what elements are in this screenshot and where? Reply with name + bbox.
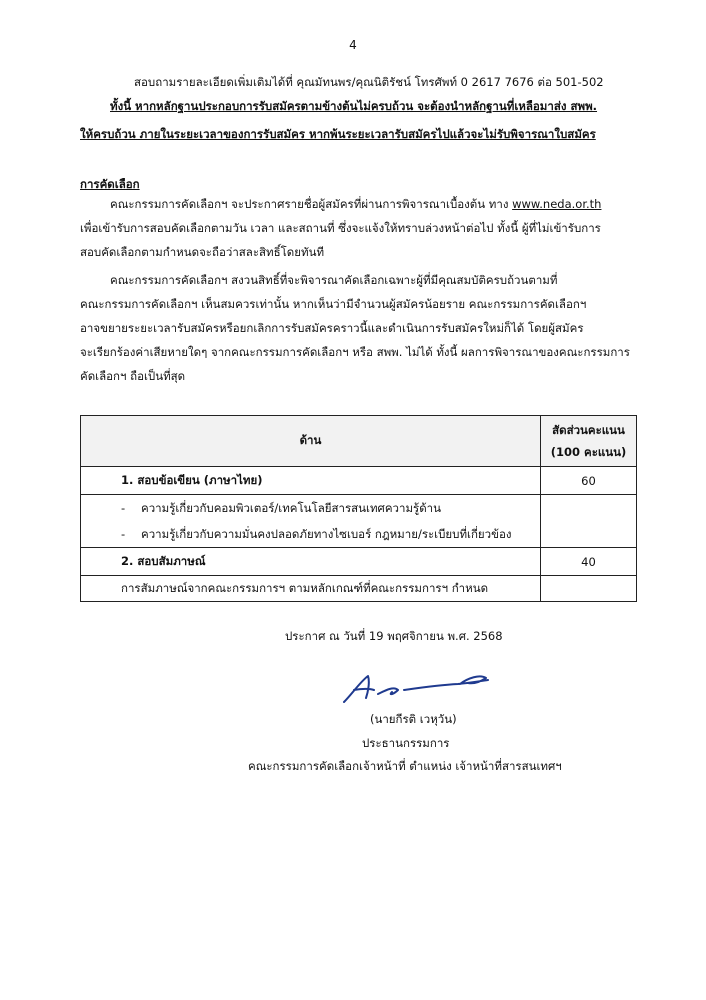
header-score-line-1: สัดส่วนคะแนน (552, 423, 625, 437)
header-score-line-2: (100 คะแนน) (550, 445, 627, 459)
empty-cell (541, 576, 637, 602)
neda-website-link[interactable]: www.neda.or.th (512, 197, 602, 211)
page-number: 4 (349, 38, 357, 52)
empty-cell (541, 495, 637, 548)
signatory-committee: คณะกรรมการคัดเลือกเจ้าหน้าที่ ตำแหน่ง เจ้าหน้าที่สารสนเทศฯ (248, 759, 562, 773)
notice-line-2: ให้ครบถ้วน ภายในระยะเวลาของการรับสมัคร หากพ้นระยะเวลารับสมัครไปแล้วจะไม่รับพิจารณาใบสมัคร (80, 127, 596, 141)
table-header-row (81, 416, 637, 467)
paragraph-2-line-5: คัดเลือกฯ ถือเป็นที่สุด (80, 369, 186, 383)
contact-line: สอบถามรายละเอียดเพิ่มเติมได้ที่ คุณมัทนพร/คุณนิติรัชน์ โทรศัพท์ 0 2617 7676 ต่อ 501-502 (134, 75, 604, 89)
written-exam-score: 60 (541, 467, 637, 495)
paragraph-1-line-2: เพื่อเข้ารับการสอบคัดเลือกตามวัน เวลา และสถานที่ ซึ่งจะแจ้งให้ทราบล่วงหน้าต่อไป ทั้งนี้ ผู้ที่ไม่เข้ารับการ (80, 221, 601, 235)
interview-note: การสัมภาษณ์จากคณะกรรมการฯ ตามหลักเกณฑ์ที่คณะกรรมการฯ กำหนด (81, 576, 541, 602)
signature-image (338, 668, 498, 713)
paragraph-2-line-2: คณะกรรมการคัดเลือกฯ เห็นสมควรเท่านั้น หากเห็นว่ามีจำนวนผู้สมัครน้อยราย คณะกรรมการคัดเลือกฯ (80, 297, 587, 311)
interview-score: 40 (541, 548, 637, 576)
signatory-position: ประธานกรรมการ (362, 736, 450, 750)
written-exam-label: 1. สอบข้อเขียน (ภาษาไทย) (81, 467, 541, 495)
written-exam-items (81, 495, 541, 548)
header-score-ratio (541, 416, 637, 467)
written-item-1: ความรู้เกี่ยวกับคอมพิวเตอร์/เทคโนโลยีสารสนเทศความรู้ด้าน (141, 501, 441, 515)
paragraph-2-line-4: จะเรียกร้องค่าเสียหายใดๆ จากคณะกรรมการคัดเลือกฯ หรือ สพพ. ไม่ได้ ทั้งนี้ ผลการพิจารณาของคณะกรรมการ (80, 345, 630, 359)
section-heading: การคัดเลือก (80, 177, 140, 191)
interview-label: 2. สอบสัมภาษณ์ (81, 548, 541, 576)
table-row (81, 495, 637, 548)
score-table (80, 415, 637, 602)
table-row (81, 576, 637, 602)
bullet-mark: - (121, 501, 126, 515)
paragraph-2-line-3: อาจขยายระยะเวลารับสมัครหรือยกเลิกการรับสมัครคราวนี้และดำเนินการรับสมัครใหม่ก็ได้ โดยผู้สมัคร (80, 321, 584, 335)
written-item-2: ความรู้เกี่ยวกับความมั่นคงปลอดภัยทางไซเบอร์ กฎหมาย/ระเบียบที่เกี่ยวข้อง (141, 527, 512, 541)
paragraph-1-text: คณะกรรมการคัดเลือกฯ จะประกาศรายชื่อผู้สมัครที่ผ่านการพิจารณาเบื้องต้น ทาง (110, 197, 513, 211)
notice-line-1: ทั้งนี้ หากหลักฐานประกอบการรับสมัครตามข้างต้นไม่ครบถ้วน จะต้องนำหลักฐานที่เหลือมาส่ง สพพ. (110, 99, 598, 113)
signatory-name: (นายกีรติ เวหุวัน) (370, 712, 457, 726)
paragraph-1-line-3: สอบคัดเลือกตามกำหนดจะถือว่าสละสิทธิ์โดยทันที (80, 245, 325, 259)
table-row (81, 548, 637, 576)
table-row (81, 467, 637, 495)
list-item (121, 495, 540, 521)
list-item (121, 521, 540, 547)
paragraph-1-line-1 (110, 196, 601, 213)
paragraph-2-line-1: คณะกรรมการคัดเลือกฯ สงวนสิทธิ์ที่จะพิจารณาคัดเลือกเฉพาะผู้ที่มีคุณสมบัติครบถ้วนตามที่ (110, 273, 558, 287)
bullet-mark: - (121, 527, 126, 541)
header-aspect: ด้าน (81, 416, 541, 467)
announcement-date: ประกาศ ณ วันที่ 19 พฤศจิกายน พ.ศ. 2568 (285, 629, 503, 643)
